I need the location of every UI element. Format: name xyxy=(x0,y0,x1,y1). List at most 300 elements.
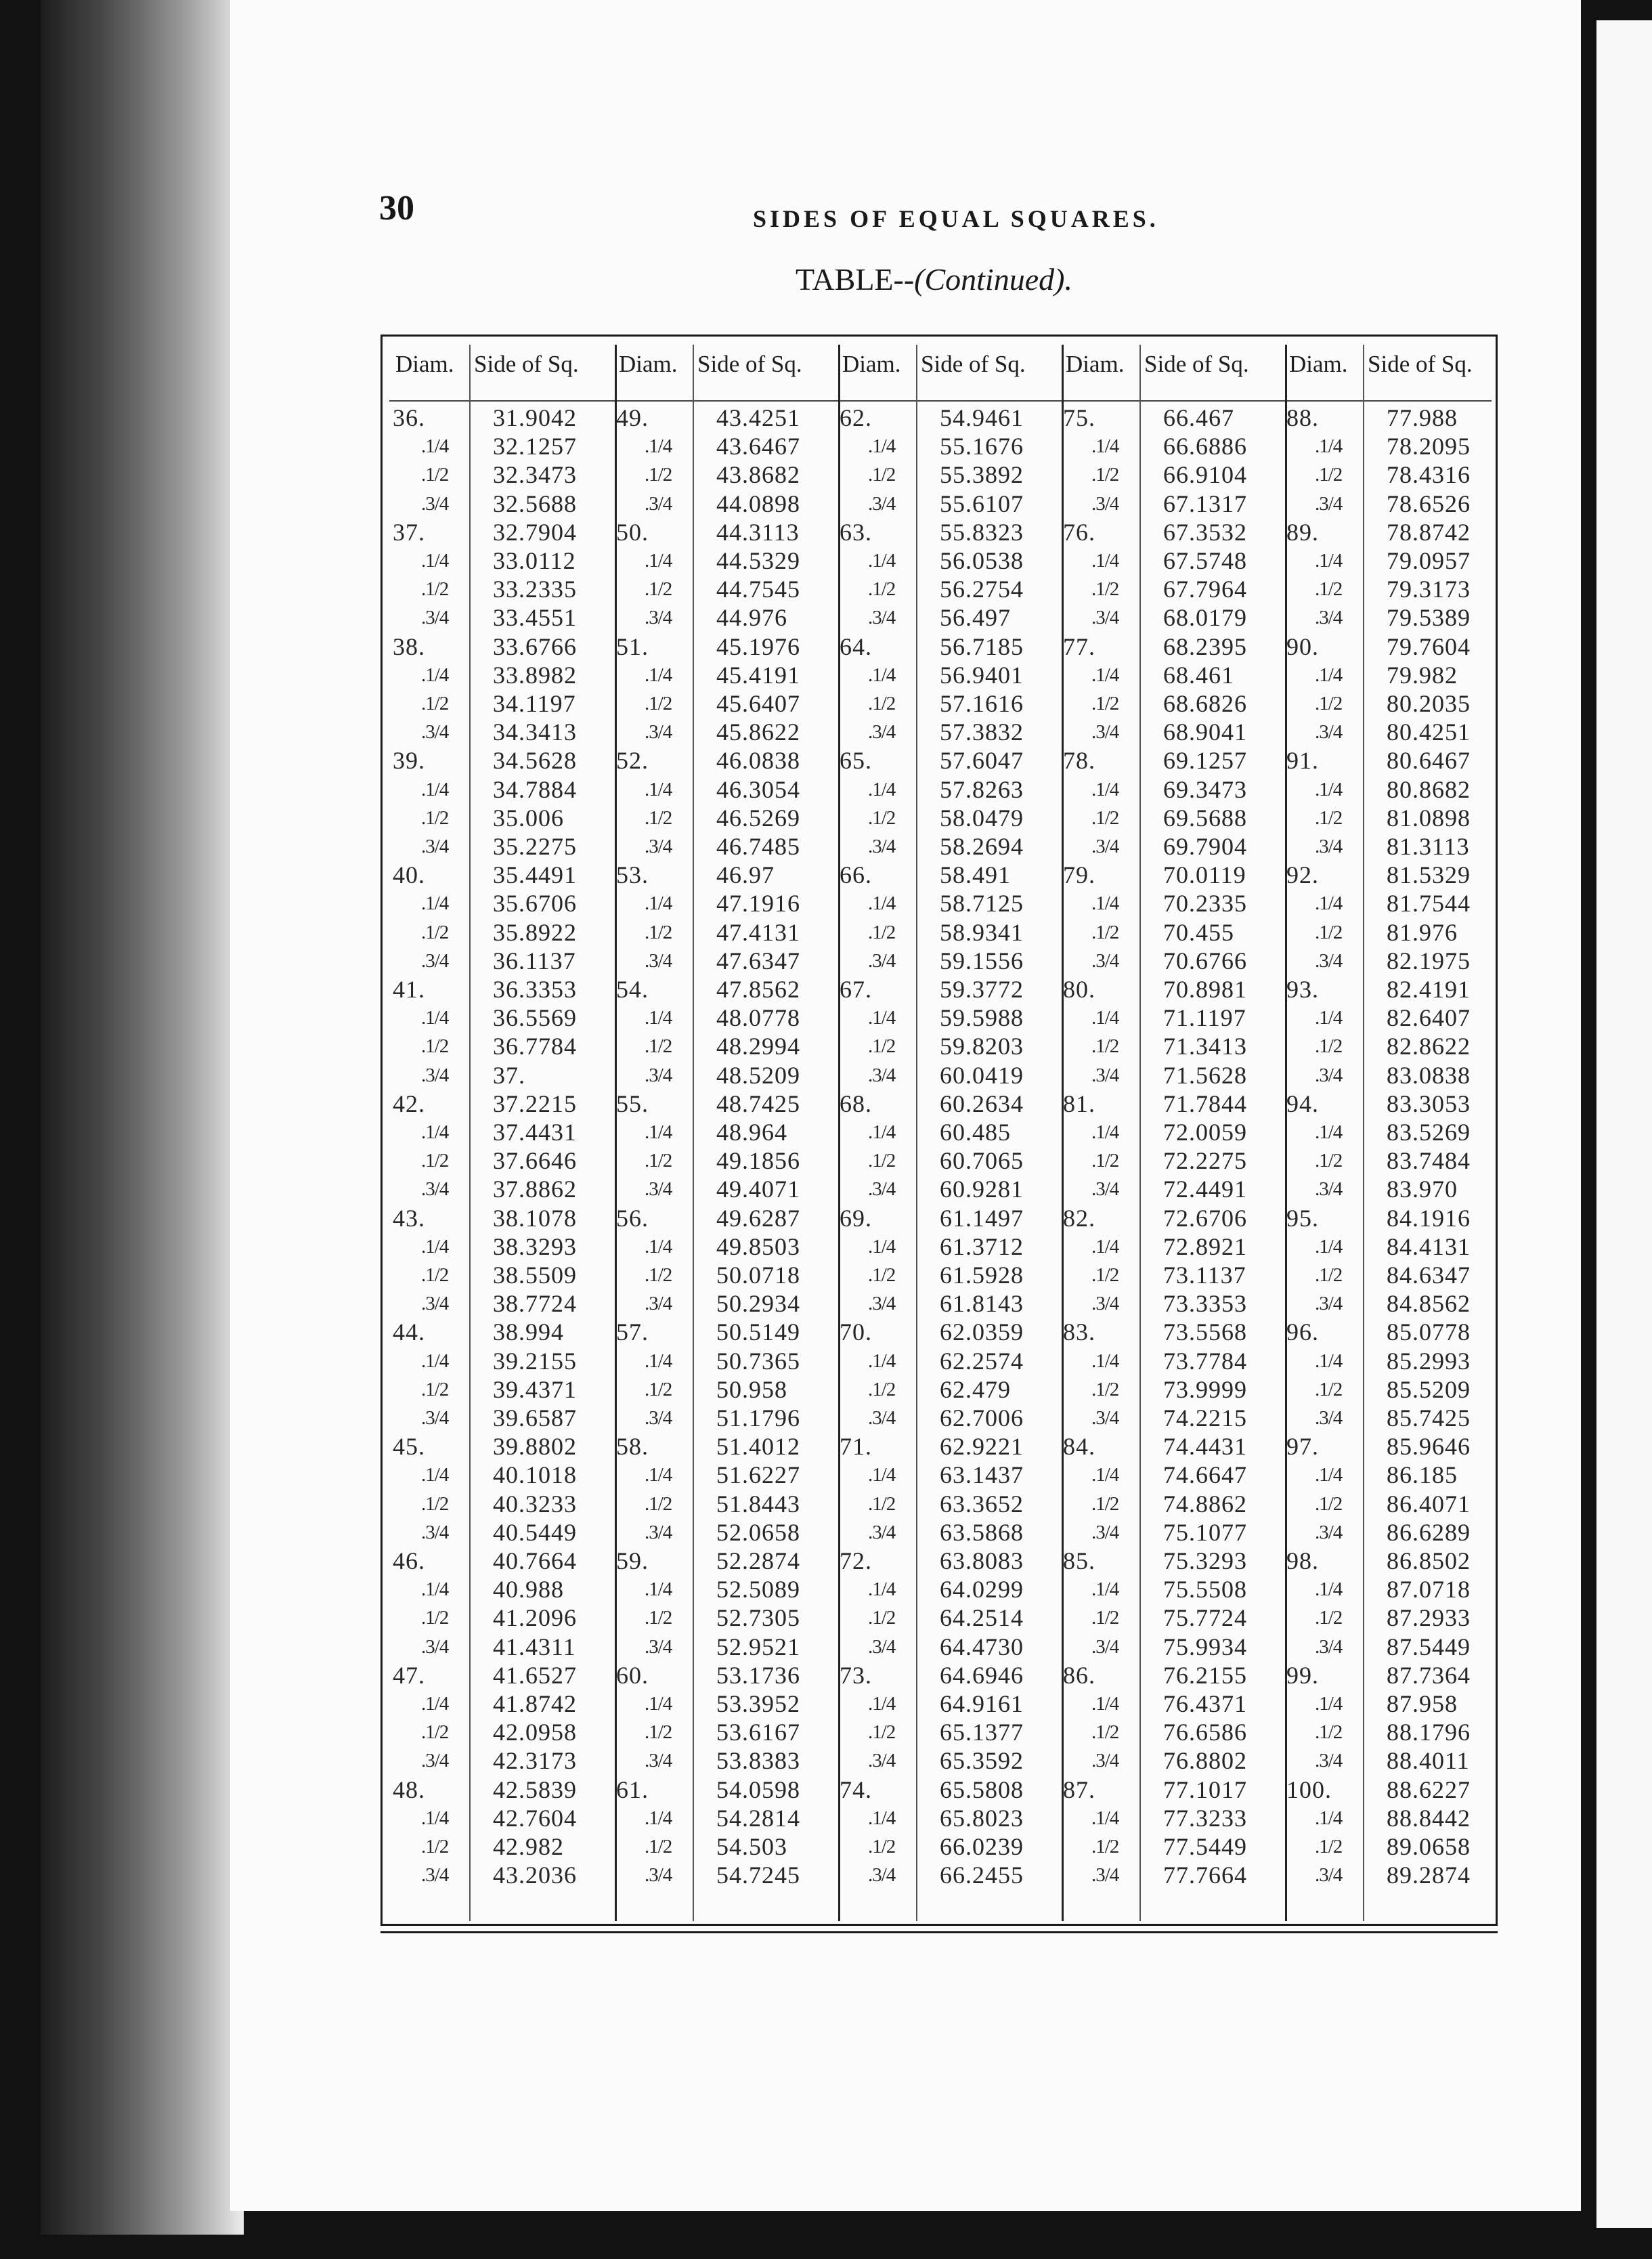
diameter-fraction: .1/4 xyxy=(421,1235,449,1257)
side-of-square-value: 76.6586 xyxy=(1163,1719,1247,1746)
diameter-fraction: .1/2 xyxy=(421,1492,449,1515)
side-of-square-value: 55.3892 xyxy=(940,461,1024,489)
diameter-fraction: .3/4 xyxy=(645,836,672,857)
side-of-square-value: 87.7364 xyxy=(1387,1661,1471,1689)
side-of-square-value: 50.2934 xyxy=(716,1290,800,1318)
side-of-square-value: 81.0898 xyxy=(1387,804,1471,832)
diameter-fraction: .1/2 xyxy=(868,1492,896,1515)
side-of-square-value: 71.7844 xyxy=(1163,1090,1247,1117)
side-of-square-value: 49.6287 xyxy=(716,1204,800,1232)
side-of-square-value: 59.3772 xyxy=(940,976,1024,1003)
diameter-fraction: .3/4 xyxy=(1315,1750,1343,1772)
column-divider xyxy=(1363,345,1364,1921)
side-of-square-value: 43.8682 xyxy=(716,461,800,489)
side-of-square-value: 75.9934 xyxy=(1163,1633,1247,1660)
diameter-value: 95. xyxy=(1286,1204,1319,1232)
side-of-square-value: 41.6527 xyxy=(493,1661,577,1689)
side-of-square-value: 81.976 xyxy=(1387,918,1458,946)
side-of-square-value: 64.9161 xyxy=(940,1690,1024,1717)
diameter-fraction: .3/4 xyxy=(1315,492,1343,515)
side-of-square-value: 60.485 xyxy=(940,1119,1011,1146)
side-of-square-value: 46.5269 xyxy=(716,804,800,832)
side-of-square-value: 67.1317 xyxy=(1163,490,1247,517)
side-of-square-value: 52.5089 xyxy=(716,1576,800,1604)
side-of-square-value: 38.5509 xyxy=(493,1262,577,1289)
side-of-square-value: 68.461 xyxy=(1163,661,1234,689)
diameter-fraction: .1/4 xyxy=(1091,550,1119,572)
side-of-square-value: 80.2035 xyxy=(1387,690,1471,717)
side-of-square-value: 64.6946 xyxy=(940,1661,1024,1689)
diameter-fraction: .1/4 xyxy=(1315,1578,1343,1601)
side-of-square-value: 56.7185 xyxy=(940,632,1024,660)
side-of-square-value: 37.8862 xyxy=(493,1176,577,1203)
diameter-fraction: .1/2 xyxy=(1091,1264,1119,1286)
diameter-fraction: .3/4 xyxy=(1091,607,1119,629)
diameter-fraction: .1/4 xyxy=(868,892,896,915)
side-of-square-value: 75.3293 xyxy=(1163,1547,1247,1574)
diameter-value: 47. xyxy=(393,1661,425,1689)
diameter-fraction: .3/4 xyxy=(868,1064,896,1086)
running-head: SIDES OF EQUAL SQUARES. xyxy=(753,205,1159,232)
diameter-fraction: .1/2 xyxy=(1315,1264,1343,1286)
diameter-value: 98. xyxy=(1286,1547,1319,1574)
table-title-main: TABLE-- xyxy=(796,262,915,297)
side-of-square-value: 32.7904 xyxy=(493,518,577,546)
side-of-square-value: 35.2275 xyxy=(493,833,577,860)
side-of-square-value: 59.8203 xyxy=(940,1033,1024,1060)
column-divider xyxy=(916,345,917,1921)
side-of-square-value: 38.3293 xyxy=(493,1232,577,1260)
diameter-fraction: .1/2 xyxy=(645,1721,672,1744)
diameter-fraction: .3/4 xyxy=(645,1635,672,1658)
side-of-square-value: 33.0112 xyxy=(493,547,576,574)
side-of-square-value: 39.6587 xyxy=(493,1404,577,1432)
diameter-value: 92. xyxy=(1286,861,1319,889)
diameter-value: 76. xyxy=(1063,518,1095,546)
side-of-square-value: 46.7485 xyxy=(716,833,800,860)
table-title-continued: (Continued). xyxy=(914,262,1072,297)
side-of-square-value: 50.958 xyxy=(716,1375,787,1403)
side-of-square-value: 85.9646 xyxy=(1387,1433,1471,1461)
header-diam: Diam. xyxy=(395,351,454,377)
side-of-square-value: 41.4311 xyxy=(493,1633,576,1660)
diameter-value: 82. xyxy=(1063,1204,1095,1232)
diameter-value: 49. xyxy=(616,404,649,431)
table-title xyxy=(796,261,1072,297)
side-of-square-value: 66.6886 xyxy=(1163,433,1247,460)
header-rule xyxy=(389,400,1492,402)
diameter-fraction: .3/4 xyxy=(645,1064,672,1086)
side-of-square-value: 53.3952 xyxy=(716,1690,800,1717)
diameter-fraction: .1/4 xyxy=(1091,1235,1119,1257)
diameter-value: 89. xyxy=(1286,518,1319,546)
side-of-square-value: 44.5329 xyxy=(716,547,800,574)
diameter-value: 52. xyxy=(616,747,649,775)
diameter-fraction: .3/4 xyxy=(421,607,449,629)
side-of-square-value: 57.1616 xyxy=(940,690,1024,717)
side-of-square-value: 44.0898 xyxy=(716,490,800,517)
diameter-fraction: .3/4 xyxy=(421,721,449,744)
side-of-square-value: 78.2095 xyxy=(1387,433,1471,460)
diameter-value: 87. xyxy=(1063,1776,1095,1803)
side-of-square-value: 67.7964 xyxy=(1163,576,1247,603)
side-of-square-value: 60.7065 xyxy=(940,1147,1024,1175)
diameter-fraction: .1/4 xyxy=(1315,1693,1343,1715)
diameter-fraction: .3/4 xyxy=(645,1750,672,1772)
side-of-square-value: 65.3592 xyxy=(940,1747,1024,1775)
side-of-square-value: 61.3712 xyxy=(940,1232,1024,1260)
header-side-of-square: Side of Sq. xyxy=(474,351,579,377)
diameter-fraction: .1/2 xyxy=(1315,1492,1343,1515)
side-of-square-value: 38.994 xyxy=(493,1318,564,1346)
side-of-square-value: 57.6047 xyxy=(940,747,1024,775)
side-of-square-value: 57.8263 xyxy=(940,775,1024,803)
column-divider xyxy=(1139,345,1141,1921)
diameter-value: 59. xyxy=(616,1547,649,1574)
side-of-square-value: 62.7006 xyxy=(940,1404,1024,1432)
side-of-square-value: 72.2275 xyxy=(1163,1147,1247,1175)
side-of-square-value: 43.2036 xyxy=(493,1862,577,1889)
diameter-fraction: .1/2 xyxy=(645,1492,672,1515)
side-of-square-value: 54.7245 xyxy=(716,1862,800,1889)
diameter-fraction: .1/2 xyxy=(1091,1607,1119,1629)
side-of-square-value: 47.1916 xyxy=(716,890,800,918)
side-of-square-value: 81.3113 xyxy=(1387,833,1470,860)
side-of-square-value: 32.3473 xyxy=(493,461,577,489)
diameter-value: 48. xyxy=(393,1776,425,1803)
header-diam: Diam. xyxy=(619,351,678,377)
side-of-square-value: 52.7305 xyxy=(716,1604,800,1632)
diameter-fraction: .1/2 xyxy=(1315,578,1343,601)
diameter-value: 37. xyxy=(393,518,425,546)
side-of-square-value: 44.3113 xyxy=(716,518,800,546)
diameter-fraction: .1/2 xyxy=(421,1035,449,1058)
diameter-fraction: .3/4 xyxy=(1315,1864,1343,1887)
side-of-square-value: 40.5449 xyxy=(493,1518,577,1546)
side-of-square-value: 36.3353 xyxy=(493,976,577,1003)
side-of-square-value: 46.3054 xyxy=(716,775,800,803)
diameter-fraction: .3/4 xyxy=(421,1635,449,1658)
diameter-value: 71. xyxy=(840,1433,872,1461)
diameter-fraction: .1/2 xyxy=(1315,1607,1343,1629)
diameter-fraction: .3/4 xyxy=(868,492,896,515)
side-of-square-value: 60.9281 xyxy=(940,1176,1024,1203)
side-of-square-value: 61.5928 xyxy=(940,1262,1024,1289)
diameter-value: 57. xyxy=(616,1318,649,1346)
side-of-square-value: 52.9521 xyxy=(716,1633,800,1660)
header-side-of-square: Side of Sq. xyxy=(921,351,1026,377)
side-of-square-value: 44.976 xyxy=(716,604,787,632)
side-of-square-value: 69.5688 xyxy=(1163,804,1247,832)
diameter-fraction: .1/4 xyxy=(645,1007,672,1029)
side-of-square-value: 77.5449 xyxy=(1163,1833,1247,1860)
diameter-fraction: .1/4 xyxy=(1091,435,1119,458)
diameter-fraction: .1/4 xyxy=(1315,892,1343,915)
diameter-fraction: .1/4 xyxy=(1315,1807,1343,1829)
diameter-fraction: .3/4 xyxy=(421,492,449,515)
diameter-fraction: .1/2 xyxy=(868,1378,896,1400)
side-of-square-value: 33.4551 xyxy=(493,604,577,632)
side-of-square-value: 53.6167 xyxy=(716,1719,800,1746)
diameter-fraction: .1/4 xyxy=(1315,435,1343,458)
side-of-square-value: 77.988 xyxy=(1387,404,1458,431)
side-of-square-value: 40.3233 xyxy=(493,1490,577,1518)
diameter-fraction: .1/2 xyxy=(421,1607,449,1629)
diameter-fraction: .3/4 xyxy=(868,1635,896,1658)
side-of-square-value: 58.2694 xyxy=(940,833,1024,860)
diameter-fraction: .1/2 xyxy=(1315,1721,1343,1744)
diameter-value: 97. xyxy=(1286,1433,1319,1461)
diameter-fraction: .1/4 xyxy=(645,1578,672,1601)
side-of-square-value: 73.7784 xyxy=(1163,1347,1247,1375)
side-of-square-value: 84.8562 xyxy=(1387,1290,1471,1318)
diameter-fraction: .1/2 xyxy=(421,1150,449,1172)
diameter-fraction: .3/4 xyxy=(1091,721,1119,744)
diameter-fraction: .3/4 xyxy=(645,949,672,972)
diameter-fraction: .1/2 xyxy=(868,1150,896,1172)
side-of-square-value: 72.0059 xyxy=(1163,1119,1247,1146)
diameter-fraction: .1/4 xyxy=(868,664,896,686)
diameter-value: 79. xyxy=(1063,861,1095,889)
side-of-square-value: 60.2634 xyxy=(940,1090,1024,1117)
side-of-square-value: 74.4431 xyxy=(1163,1433,1247,1461)
diameter-fraction: .1/4 xyxy=(1315,1350,1343,1372)
diameter-fraction: .3/4 xyxy=(1315,1064,1343,1086)
diameter-fraction: .3/4 xyxy=(1091,1407,1119,1429)
diameter-fraction: .1/4 xyxy=(645,435,672,458)
diameter-fraction: .1/2 xyxy=(1315,464,1343,486)
diameter-fraction: .1/2 xyxy=(421,578,449,601)
side-of-square-value: 81.7544 xyxy=(1387,890,1471,918)
side-of-square-value: 34.3413 xyxy=(493,718,577,746)
side-of-square-value: 35.4491 xyxy=(493,861,577,889)
side-of-square-value: 63.8083 xyxy=(940,1547,1024,1574)
diameter-value: 99. xyxy=(1286,1661,1319,1689)
side-of-square-value: 62.2574 xyxy=(940,1347,1024,1375)
diameter-fraction: .3/4 xyxy=(868,721,896,744)
diameter-fraction: .1/4 xyxy=(645,1693,672,1715)
diameter-fraction: .1/4 xyxy=(421,1693,449,1715)
diameter-fraction: .1/2 xyxy=(1315,1035,1343,1058)
side-of-square-value: 48.964 xyxy=(716,1119,787,1146)
diameter-fraction: .1/2 xyxy=(868,464,896,486)
side-of-square-value: 54.0598 xyxy=(716,1776,800,1803)
diameter-fraction: .3/4 xyxy=(1091,1864,1119,1887)
diameter-fraction: .1/4 xyxy=(1091,1464,1119,1486)
diameter-fraction: .1/2 xyxy=(1091,1378,1119,1400)
diameter-fraction: .1/2 xyxy=(421,806,449,829)
diameter-fraction: .1/4 xyxy=(421,1121,449,1143)
side-of-square-value: 34.7884 xyxy=(493,775,577,803)
side-of-square-value: 39.2155 xyxy=(493,1347,577,1375)
side-of-square-value: 59.1556 xyxy=(940,947,1024,974)
diameter-fraction: .3/4 xyxy=(868,1864,896,1887)
side-of-square-value: 62.479 xyxy=(940,1375,1011,1403)
diameter-fraction: .3/4 xyxy=(868,607,896,629)
diameter-fraction: .1/2 xyxy=(1091,1035,1119,1058)
side-of-square-value: 41.2096 xyxy=(493,1604,577,1632)
diameter-fraction: .1/4 xyxy=(868,435,896,458)
side-of-square-value: 43.4251 xyxy=(716,404,800,431)
diameter-fraction: .3/4 xyxy=(1091,1064,1119,1086)
diameter-value: 40. xyxy=(393,861,425,889)
side-of-square-value: 71.3413 xyxy=(1163,1033,1247,1060)
side-of-square-value: 66.9104 xyxy=(1163,461,1247,489)
header-diam: Diam. xyxy=(1066,351,1125,377)
side-of-square-value: 72.4491 xyxy=(1163,1176,1247,1203)
side-of-square-value: 55.6107 xyxy=(940,490,1024,517)
side-of-square-value: 51.8443 xyxy=(716,1490,800,1518)
diameter-fraction: .1/4 xyxy=(421,892,449,915)
side-of-square-value: 69.1257 xyxy=(1163,747,1247,775)
diameter-fraction: .3/4 xyxy=(868,1178,896,1201)
diameter-fraction: .3/4 xyxy=(421,1064,449,1086)
diameter-value: 64. xyxy=(840,632,872,660)
side-of-square-value: 56.0538 xyxy=(940,547,1024,574)
side-of-square-value: 82.1975 xyxy=(1387,947,1471,974)
diameter-fraction: .1/4 xyxy=(868,1464,896,1486)
side-of-square-value: 79.5389 xyxy=(1387,604,1471,632)
side-of-square-value: 88.1796 xyxy=(1387,1719,1471,1746)
side-of-square-value: 86.6289 xyxy=(1387,1518,1471,1546)
side-of-square-value: 87.958 xyxy=(1387,1690,1458,1717)
side-of-square-value: 61.1497 xyxy=(940,1204,1024,1232)
diameter-fraction: .3/4 xyxy=(1315,836,1343,857)
diameter-fraction: .3/4 xyxy=(1315,1635,1343,1658)
diameter-fraction: .1/2 xyxy=(868,1721,896,1744)
side-of-square-value: 85.7425 xyxy=(1387,1404,1471,1432)
side-of-square-value: 87.2933 xyxy=(1387,1604,1471,1632)
diameter-fraction: .1/2 xyxy=(868,1035,896,1058)
diameter-fraction: .3/4 xyxy=(1091,949,1119,972)
side-of-square-value: 69.7904 xyxy=(1163,833,1247,860)
side-of-square-value: 65.5808 xyxy=(940,1776,1024,1803)
side-of-square-value: 33.6766 xyxy=(493,632,577,660)
side-of-square-value: 70.2335 xyxy=(1163,890,1247,918)
side-of-square-value: 68.9041 xyxy=(1163,718,1247,746)
diameter-fraction: .3/4 xyxy=(645,1178,672,1201)
diameter-fraction: .1/2 xyxy=(421,921,449,943)
diameter-fraction: .3/4 xyxy=(645,721,672,744)
diameter-value: 77. xyxy=(1063,632,1095,660)
diameter-value: 46. xyxy=(393,1547,425,1574)
diameter-fraction: .1/4 xyxy=(645,892,672,915)
side-of-square-value: 49.4071 xyxy=(716,1176,800,1203)
diameter-fraction: .3/4 xyxy=(421,1407,449,1429)
side-of-square-value: 58.9341 xyxy=(940,918,1024,946)
side-of-square-value: 54.503 xyxy=(716,1833,787,1860)
diameter-fraction: .1/4 xyxy=(645,664,672,686)
side-of-square-value: 77.3233 xyxy=(1163,1804,1247,1832)
side-of-square-value: 81.5329 xyxy=(1387,861,1471,889)
side-of-square-value: 47.4131 xyxy=(716,918,800,946)
side-of-square-value: 82.8622 xyxy=(1387,1033,1471,1060)
side-of-square-value: 48.5209 xyxy=(716,1061,800,1089)
side-of-square-value: 51.4012 xyxy=(716,1433,800,1461)
side-of-square-value: 37.6646 xyxy=(493,1147,577,1175)
side-of-square-value: 74.2215 xyxy=(1163,1404,1247,1432)
diameter-fraction: .1/4 xyxy=(868,1350,896,1372)
diameter-fraction: .1/4 xyxy=(1091,1807,1119,1829)
diameter-fraction: .1/4 xyxy=(868,1693,896,1715)
diameter-fraction: .1/4 xyxy=(868,1235,896,1257)
diameter-value: 50. xyxy=(616,518,649,546)
diameter-fraction: .1/4 xyxy=(645,1121,672,1143)
diameter-fraction: .3/4 xyxy=(1315,607,1343,629)
diameter-fraction: .1/4 xyxy=(421,435,449,458)
side-of-square-value: 47.6347 xyxy=(716,947,800,974)
diameter-fraction: .3/4 xyxy=(1315,1293,1343,1315)
diameter-fraction: .3/4 xyxy=(868,836,896,857)
diameter-fraction: .1/2 xyxy=(1315,806,1343,829)
side-of-square-value: 40.988 xyxy=(493,1576,564,1604)
side-of-square-value: 44.7545 xyxy=(716,576,800,603)
side-of-square-value: 33.2335 xyxy=(493,576,577,603)
side-of-square-value: 50.0718 xyxy=(716,1262,800,1289)
diameter-fraction: .1/2 xyxy=(421,1721,449,1744)
side-of-square-value: 73.3353 xyxy=(1163,1290,1247,1318)
diameter-fraction: .3/4 xyxy=(421,836,449,857)
diameter-value: 39. xyxy=(393,747,425,775)
diameter-value: 44. xyxy=(393,1318,425,1346)
diameter-fraction: .1/4 xyxy=(645,1350,672,1372)
diameter-fraction: .3/4 xyxy=(1315,949,1343,972)
side-of-square-value: 42.982 xyxy=(493,1833,564,1860)
diameter-fraction: .3/4 xyxy=(1091,1521,1119,1543)
diameter-value: 45. xyxy=(393,1433,425,1461)
diameter-fraction: .3/4 xyxy=(868,1750,896,1772)
side-of-square-value: 69.3473 xyxy=(1163,775,1247,803)
diameter-value: 65. xyxy=(840,747,872,775)
diameter-fraction: .1/2 xyxy=(1315,1836,1343,1857)
side-of-square-value: 52.2874 xyxy=(716,1547,800,1574)
diameter-value: 66. xyxy=(840,861,872,889)
diameter-fraction: .3/4 xyxy=(1091,492,1119,515)
diameter-fraction: .3/4 xyxy=(1315,1178,1343,1201)
side-of-square-value: 80.6467 xyxy=(1387,747,1471,775)
diameter-fraction: .1/2 xyxy=(868,1264,896,1286)
diameter-fraction: .1/4 xyxy=(645,550,672,572)
diameter-value: 96. xyxy=(1286,1318,1319,1346)
side-of-square-value: 88.4011 xyxy=(1387,1747,1470,1775)
side-of-square-value: 38.7724 xyxy=(493,1290,577,1318)
diameter-value: 51. xyxy=(616,632,649,660)
diameter-value: 72. xyxy=(840,1547,872,1574)
diameter-fraction: .1/2 xyxy=(421,1378,449,1400)
diameter-fraction: .1/4 xyxy=(868,1121,896,1143)
diameter-value: 55. xyxy=(616,1090,649,1117)
side-of-square-value: 64.2514 xyxy=(940,1604,1024,1632)
side-of-square-value: 51.1796 xyxy=(716,1404,800,1432)
side-of-square-value: 60.0419 xyxy=(940,1061,1024,1089)
diameter-fraction: .1/2 xyxy=(1091,693,1119,714)
diameter-value: 43. xyxy=(393,1204,425,1232)
diameter-fraction: .1/4 xyxy=(868,550,896,572)
diameter-fraction: .3/4 xyxy=(421,1293,449,1315)
side-of-square-value: 73.9999 xyxy=(1163,1375,1247,1403)
diameter-value: 69. xyxy=(840,1204,872,1232)
diameter-value: 38. xyxy=(393,632,425,660)
side-of-square-value: 65.8023 xyxy=(940,1804,1024,1832)
side-of-square-value: 32.5688 xyxy=(493,490,577,517)
side-of-square-value: 70.455 xyxy=(1163,918,1234,946)
diameter-fraction: .3/4 xyxy=(1091,1293,1119,1315)
diameter-fraction: .1/4 xyxy=(868,1578,896,1601)
diameter-fraction: .3/4 xyxy=(645,1293,672,1315)
diameter-value: 93. xyxy=(1286,976,1319,1003)
side-of-square-value: 78.6526 xyxy=(1387,490,1471,517)
side-of-square-value: 87.0718 xyxy=(1387,1576,1471,1604)
